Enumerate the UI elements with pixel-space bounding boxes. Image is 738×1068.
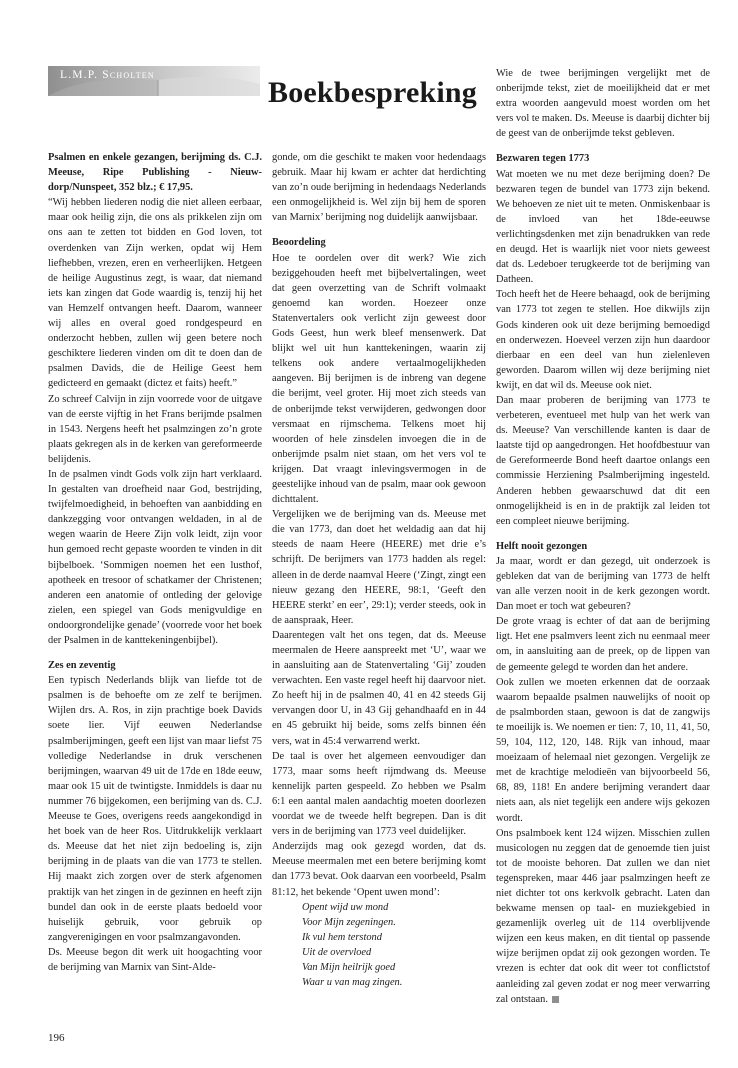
poem-line: Opent wijd uw mond [302,901,389,913]
paragraph: Wat moeten we nu met deze berijming doen? De bezwaren tegen de bundel van 1773 zijn bekend. We behoeven ze niet uit te meten. Onmiskenbaar is de invloed van het 18de-eeuwse verlichtingsdenken met zijn benadrukken van rede en deugd. Het is waarlijk niet voor niets geweest dat ds. Ledeboer terugkeerde tot de berijming van Datheen. [496,168,710,286]
poem-quote [272,900,486,991]
paragraph: Vergelijken we de berijming van ds. Meeuse met die van 1773, dan doet het weldadig aan dat hij steeds de naam Heere (HEERE) met drie e’s schrijft. De berijmers van 1773 hadden als regel: alleen in de derde naamval Heere (‘Zingt, zingt een nieuw gezang den HEERE, 98:1, ‘Geeft den HEERE sterkt’ en eer’, 29:1); verder steeds, ook in de aanspraak, Heer. [272,509,486,626]
paragraph: Toch heeft het de Heere behaagd, ook de berijming van 1773 tot zegen te stellen. Hoe dikwijls zijn Gods kinderen ook uit deze berijming bemoedigd en onderwezen. Hoeveel verzen zijn hun daardoor dierbaar en een deel van hun zielenleven geworden. Daarom willen wij deze berijming niet kwijt, en dat wil ds. Meeuse ook niet. [496,289,710,391]
section-heading: Zes en zeventig [48,660,116,672]
paragraph: Een typisch Nederlands blijk van liefde tot de psalmen is de behoefte om ze zelf te berijmen. Wijlen drs. A. Ros, in zijn prachtige boek Davids soete lier. Vijf eeuwen Nederlandse psalmberijmingen, geeft een lijst van maar liefst 75 volledige Nederlandse in druk verschenen berijmingen, waarvan 49 uit de 17de en 18de eeuw, maar ook 15 uit de twintigste. Inmiddels is daar nu nummer 76 bijgekomen, een berijming van ds. C.J. Meeuse te Goes, overigens reeds aangekondigd in het boek van de heer Ros. Uitdrukkelijk verklaart ds. Meeuse dat het niet zijn bedoeling is, zijn berijming in de plaats van die van 1773 te stellen. Hij maakt zich zorgen over de sterk afgenomen praktijk van het zingen in de gezinnen en heeft zijn bundel dan ook in de eerste plaats bedoeld voor huiselijk gebruik, voor gebruik op zangverenigingen en voor psalmzangavonden. [48,675,262,943]
column-3 [496,66,710,1007]
paragraph: In de psalmen vindt Gods volk zijn hart verklaard. In gestalten van droefheid naar God, bestrijding, twijfelmoedigheid, in behoeften van aanbidding en dankzegging voor ontvangen weldaden, in al de wegen waarin de Heere Zijn volk leidt, zijn voor hun gemoed recht gepaste woorden te vinden in dit bijbelboek. ‘Sommigen noemen het een lusthof, apotheek en tresoor of schatkamer der Christenen; anderen een anatomie of ontleding der gelovige zielen, een spiegel van Gods menigvuldige en ondoorgrondelijke genade’ (voorrede voor het boek der Psalmen in de kanttekeningenbijbel). [48,468,262,646]
article-title: Boekbespreking [268,76,477,109]
column-1 [48,150,262,975]
section-heading: Bezwaren tegen 1773 [496,153,590,165]
page-number: 196 [48,1032,65,1044]
section-heading: Beoordeling [272,237,326,249]
paragraph: Daarentegen valt het ons tegen, dat ds. Meeuse meermalen de Heere aanspreekt met ‘U’, waar we in aansluiting aan de Statenvertaling ‘Gij’ zouden verwachten. Een vaste regel heeft hij daarvoor niet. Zo heeft hij in de psalmen 40, 41 en 42 steeds Gij vervangen door U, in 43 Gij gehandhaafd en in 44 en 45 gebruikt hij beide, soms zelfs binnen één vers, wat in 45:4 verwarrend werkt. [272,629,486,747]
poem-line: Ik vul hem terstond [302,931,382,943]
paragraph: Ook zullen we moeten erkennen dat de oorzaak waarom bepaalde psalmen nauwelijks of nooit op de psalmborden staan, gewoon is dat de zangwijs te moeilijk is. We noemen er tien: 7, 10, 11, 41, 50, 59, 104, 112, 120, 148. Rijk van inhoud, maar moeizaam of helemaal niet gezongen. Vergelijk ze met de krachtige melodieën van bijvoorbeeld 56, 68, 89, 118! En andere berijming verandert daar niets aan, als niet tegelijk een andere wijs gekozen wordt. [496,676,710,824]
column-2 [272,150,486,990]
paragraph: Hoe te oordelen over dit werk? Wie zich beziggehouden heeft met bijbelvertalingen, weet dat geen overzetting van de Schrift volmaakt genoemd kan worden. Hoezeer onze Statenvertalers ook verlicht zijn geweest door Gods Geest, hun werk bleef mensenwerk. Dat blijkt wel uit hun kanttekeningen, waarin zij telkens ook andere vertaalmogelijkheden aangeven. Bij berijmen is de inbreng van degene die berijmt, veel groter. Hij moet zich steeds van de onberijmde tekst verwijderen, gedwongen door versmaat en rijmschema. Telkens moet hij woorden of hele zinsdelen invoegen die in de onberijmde psalm niet staan, om het vers vol te krijgen. Dat vraagt inlevingsvermogen in de geestelijke inhoud van de psalm, maar ook gewoon dichttalent. [272,252,486,506]
paragraph: Zo schreef Calvijn in zijn voorrede voor de uitgave van de eerste vijftig in het Frans berijmde psalmen in 1543. Nergens heeft het psalmzingen zo’n grote plaats gekregen als in de kerken van gereformeerde belijdenis. [48,393,262,465]
poem-line: Waar u van mag zingen. [302,977,403,989]
poem-line: Voor Mijn zegeningen. [302,916,396,928]
paragraph-text: Ons psalmboek kent 124 wijzen. Misschien zullen musicologen nu zeggen dat de genoemde tien juist tot de mooiste behoren. Dat zullen we dan niet tegenspreken, maar 446 jaar psalmzingen heeft ze niet dichter tot ons kerkvolk gebracht. Laten dan bekwame mensen op taal- en muziekgebied in gezamenlijk overleg uit de 114 overblijvende wijzen een keus maken, en dit tiental op passende wijze berijmen opdat zij ook gezongen worden. Te vrezen is echter dat ook dit weer tot conflictstof aanleiding zal geven zodat er nog meer verwarring zal ontstaan. [496,827,710,1005]
end-mark-icon [552,996,559,1003]
paragraph: Dan maar proberen de berijming van 1773 te verbeteren, eventueel met hulp van het werk van ds. Meeuse? Van verschillende kanten is daar de laatste tijd op aangedrongen. Het hoofdbestuur van de Gereformeerde Bond heeft daartoe onlangs een commissie Herziening Psalmberijming ingesteld. Anderen hebben gewaarschuwd dat dit een onmogelijkheid is en in de praktijk zal leiden tot een compleet nieuwe berijming. [496,394,710,527]
paragraph: De grote vraag is echter of dat aan de berijming ligt. Het ene psalmvers leent zich nu eenmaal meer om, in aansluiting aan de preek, op de lippen van de gemeente gelegd te worden dan het andere. [496,616,710,673]
section-heading: Helft nooit gezongen [496,540,588,552]
poem-line: Uit de overvloed [302,946,372,958]
poem-line: Van Mijn heilrijk goed [302,961,396,973]
author-name: L.M.P. Scholten [60,69,155,81]
paragraph: “Wij hebben liederen nodig die niet alleen eerbaar, maar ook heilig zijn, die ons als prikkelen zijn om ons aan te zetten tot bidden en God loven, tot overdenken van Zijn werken, opdat wij Hem liefhebben, vrezen, eren en verheerlijken. Hetgeen de heilige Augustinus zegt, is waar, dat niemand iets kan zingen dat Gode waardig is, tenzij hij het van Hemzelf ontvangen heeft. Daarom, wanneer wij alles en overal goed rondgespeurd en onderzocht hebben, zullen wij geen betere noch geschiktere liederen vinden om dit te doen dan de psalmen Davids, die de Heilige Geest hem gedicteerd en gemaakt (dictez et faits) heeft.” [48,197,262,390]
paragraph: gonde, om die geschikt te maken voor hedendaags gebruik. Maar hij kwam er achter dat herdichting van zo’n oude berijming in hedendaags Nederlands een onmogelijkheid is. Wel zijn bij hem de sporen van Marnix’ berijming nog duidelijk aanwijsbaar. [272,152,486,224]
paragraph: Anderzijds mag ook gezegd worden, dat ds. Meeuse meermalen met een betere berijming komt dan 1773 bevat. Ook daarvan een voorbeeld, Psalm 81:12, het bekende ‘Opent uwen mond’: [272,841,486,898]
paragraph: Wie de twee berijmingen vergelijkt met de onberijmde tekst, ziet de moeilijkheid dat er met extra woorden aangevuld moest worden om het vers vol te maken. Ds. Meeuse is daarbij dichter bij de geest van de onberijmde tekst gebleven. [496,68,710,140]
paragraph: De taal is over het algemeen eenvoudiger dan 1773, maar soms heeft rijmdwang ds. Meeuse kennelijk parten gespeeld. Zo hebben we Psalm 6:1 een aantal malen aandachtig moeten doorlezen voordat we de tweede helft begrepen. Dan is dit vers in de berijming van 1773 veel duidelijker. [272,750,486,838]
paragraph [496,826,710,1007]
paragraph: Ds. Meeuse begon dit werk uit hoogachting voor de berijming van Marnix van Sint-Alde- [48,946,262,973]
book-info: Psalmen en enkele gezangen, berijming ds. C.J. Meeuse, Ripe Publishing - Nieuw-dorp/Nunspeet, 352 blz.; € 17,95. [48,152,262,194]
paragraph: Ja maar, wordt er dan gezegd, uit onderzoek is gebleken dat van de berijming van 1773 de helft van alle verzen nooit in de kerk gezongen wordt. Dan moet er toch wat gebeuren? [496,555,710,613]
